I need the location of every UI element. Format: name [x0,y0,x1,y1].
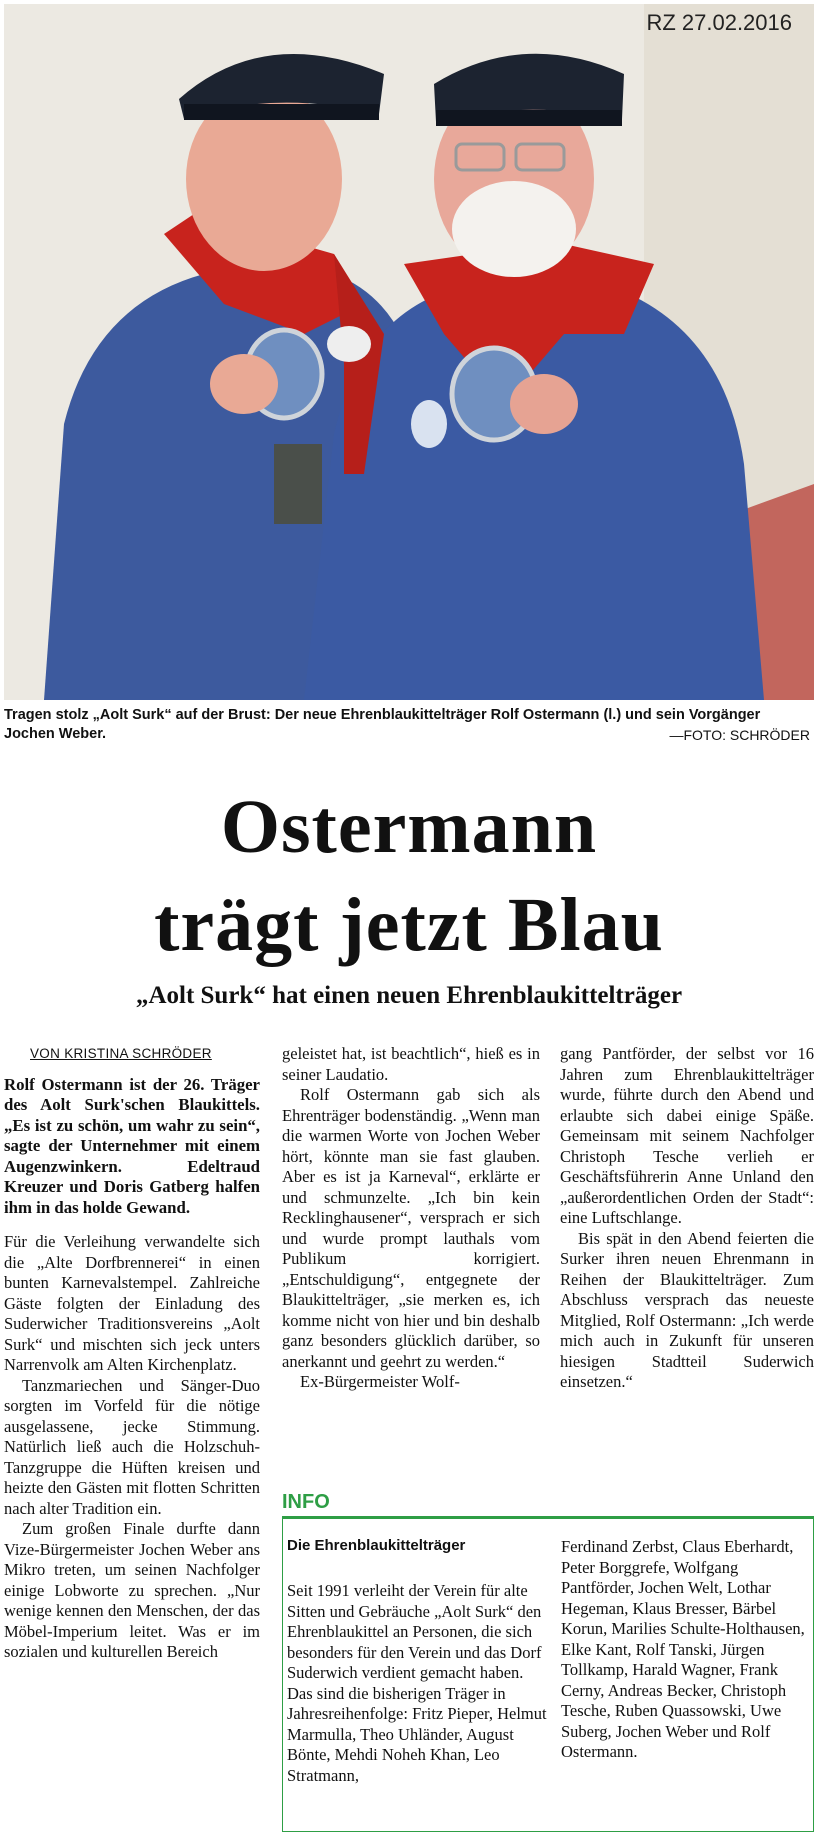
byline: VON KRISTINA SCHRÖDER [30,1046,212,1061]
article-column-3 [560,1044,814,1393]
info-text-left: Seit 1991 verleiht der Verein für alte Sitten und Gebräuche „Aolt Surk“ den Ehrenblaukittel an Personen, die sich besonders für den Verein und das Dorf Suderwich verdient gemacht haben. Das sind die bisherigen Träger in Jahresreihenfolge: Fritz Pieper, Helmut Marmulla, Theo Uhländer, August Bönte, Mehdi Noheh Khan, Leo Stratmann, [287,1581,547,1785]
info-frame [282,1519,814,1832]
headline [0,778,818,974]
headline-line-2: trägt jetzt Blau [154,883,664,967]
article-column-1 [4,1044,260,1663]
body-paragraph: Tanzmariechen und Sänger-Duo sorgten im Vorfeld für die nötige ausgelassene, jecke Stimmung. Natürlich ließ auch die Holzschuh-Tanzgruppe die Hüften kreisen und heizte den Gästen mit flotten Schritten nach alter Tradition ein. [4,1375,260,1518]
info-text-right: Ferdinand Zerbst, Claus Eberhardt, Peter Borggrefe, Wolfgang Pantförder, Jochen Welt, Lothar Hegeman, Klaus Bresser, Bärbel Korun, Marilies Schulte-Holthausen, Elke Kant, Rolf Tanski, Jürgen Tollkamp, Harald Wagner, Frank Cerny, Andreas Becker, Christoph Tesche, Ruben Quassowski, Uwe Suberg, Jochen Weber und Rolf Ostermann. [561,1537,805,1761]
photo-illustration [4,4,814,700]
body-paragraph: Rolf Ostermann gab sich als Ehrenträger bodenständig. „Wenn man die warmen Worte von Jochen Weber hört, könnte man sie fast glauben. Aber es ist ja Karneval“, erklärte er und schmunzelte. „Ich bin kein Recklinghausener“, versprach er sich und wurde prompt lauthals vom Publikum korrigiert. „Entschuldigung“, entgegnete der Blaukittelträger, „sie merken es, ich komme nicht von hier und bin deshalb ganz besonders glücklich darüber, so anerkannt und geehrt zu werden.“ [282,1085,540,1371]
article-photo [4,4,814,700]
lead-paragraph: Rolf Ostermann ist der 26. Träger des Aolt Surk'schen Blaukittels. „Es ist zu schön, um wahr zu sein“, sagte der Unternehmer mit einem Augenzwinkern. Edeltraud Kreuzer und Doris Gatberg halfen ihm in das holde Gewand. [4,1074,260,1217]
photo-credit: —FOTO: SCHRÖDER [669,727,810,743]
body-paragraph: Ex-Bürgermeister Wolf- [300,1372,460,1391]
photo-caption: Tragen stolz „Aolt Surk“ auf der Brust: Der neue Ehrenblaukittelträger Rolf Ostermann (l.) und sein Vorgänger Jochen Weber. [4,707,761,742]
headline-line-1: Ostermann [220,785,598,869]
subheadline: „Aolt Surk“ hat einen neuen Ehrenblaukittelträger [135,982,683,1009]
body-paragraph: Für die Verleihung verwandelte sich die „Alte Dorfbrennerei“ in einen bunten Karnevalstempel. Zahlreiche Gäste folgten der Einladung des Suderwicher Traditionsvereins „Aolt Surk“ und mischten sich jeck unters Narrenvolk am Alten Kirchenplatz. [4,1232,260,1374]
info-title: Die Ehrenblaukittelträger [287,1537,466,1554]
body-paragraph: gang Pantförder, der selbst vor 16 Jahren zum Ehrenblaukittelträger wurde, führte durch den Abend und erlaubte sich dabei einige Späße. Gemeinsam mit seinem Nachfolger Christoph Tesche verlieh er Geschäftsführerin Anne Unland den „außerordentlichen Orden der Stadt“: eine Luftschlange. [560,1044,814,1227]
body-paragraph: Bis spät in den Abend feierten die Surker ihren neuen Ehrenmann in Reihen der Blaukittelträger. Zum Abschluss versprach das neueste Mitglied, Rolf Ostermann: „Ich werde mich auch in Zukunft für unseren hiesigen Stadtteil Suderwich einsetzen.“ [560,1228,814,1391]
info-box [282,1488,814,1832]
body-paragraph: geleistet hat, ist beachtlich“, hieß es in seiner Laudatio. [282,1044,540,1084]
article-column-2 [282,1044,540,1393]
info-label: INFO [282,1488,814,1519]
body-paragraph: Zum großen Finale durfte dann Vize-Bürgermeister Jochen Weber ans Mikro treten, um seinen Nachfolger einige Lobworte zu sprechen. „Nur wenige kennen den Menschen, der das Möbel-Imperium leitet. Was er im sozialen und kulturellen Bereich [4,1519,260,1661]
publication-date: RZ 27.02.2016 [646,10,792,35]
